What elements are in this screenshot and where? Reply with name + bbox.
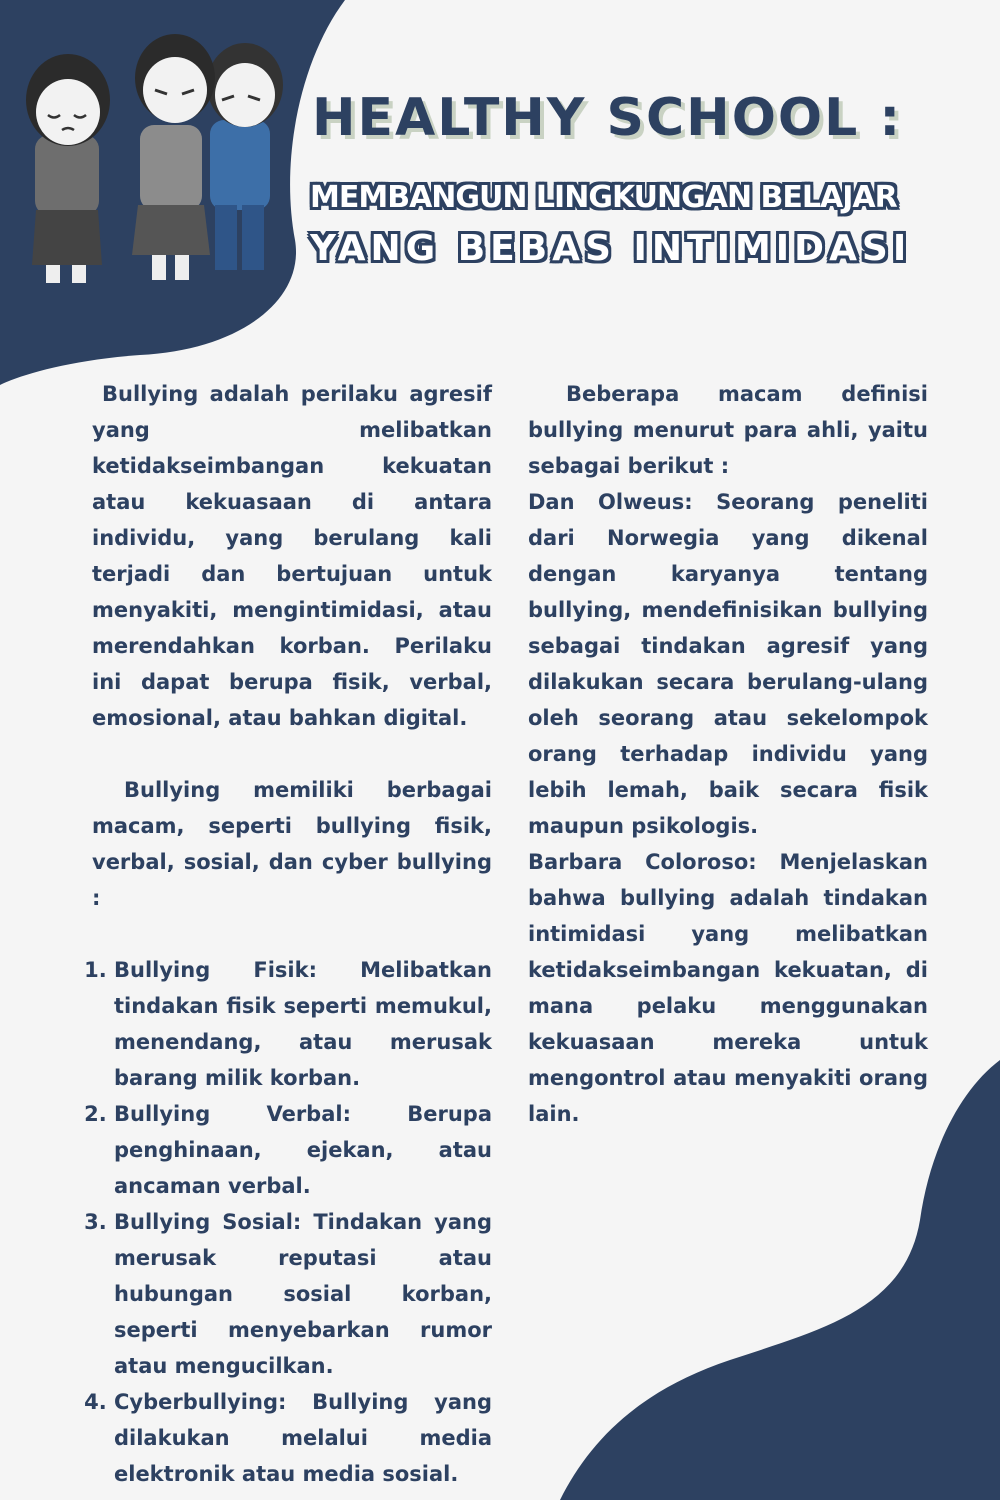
sad-figure: [26, 54, 110, 283]
list-item: 3. Bullying Sosial: Tindakan yang merusak reputasi atau hubungan sosial korban, seperti menyebarkan rumor atau mengucilkan.: [114, 1204, 492, 1384]
list-item: 2. Bullying Verbal: Berupa penghinaan, ejekan, atau ancaman verbal.: [114, 1096, 492, 1204]
spacer: [92, 916, 492, 952]
bullying-types-list: [92, 952, 492, 1492]
list-item: 4. Cyberbullying: Bullying yang dilakukan melalui media elektronik atau media sosial.: [114, 1384, 492, 1492]
definition-barbara-coloroso: Barbara Coloroso: Menjelaskan bahwa bullying adalah tindakan intimidasi yang melibatkan ketidakseimbangan kekuatan, di mana pelaku menggunakan kekuasaan mereka untuk mengontrol atau menyakiti orang lain.: [528, 850, 928, 1126]
spacer: [92, 736, 492, 772]
right-column: [528, 376, 928, 1132]
left-column: [92, 376, 492, 1492]
whispering-figure-gray: [132, 34, 215, 280]
whispering-figure-blue: [207, 43, 283, 270]
subtitle-line-1: MEMBANGUN LINGKUNGAN BELAJAR: [310, 180, 897, 215]
subtitle-line-2: YANG BEBAS INTIMIDASI: [310, 228, 912, 269]
list-item: 1. Bullying Fisik: Melibatkan tindakan fisik seperti memukul, menendang, atau merusak barang milik korban.: [114, 952, 492, 1096]
bullying-types-intro: Bullying memiliki berbagai macam, seperti bullying fisik, verbal, sosial, dan cyber bullying :: [92, 778, 492, 910]
definition-dan-olweus: Dan Olweus: Seorang peneliti dari Norwegia yang dikenal dengan karyanya tentang bullying, mendefinisikan bullying sebagai tindakan agresif yang dilakukan secara berulang-ulang oleh seorang atau sekelompok orang terhadap individu yang lebih lemah, baik secara fisik maupun psikologis.: [528, 490, 928, 838]
bullying-definition-paragraph: Bullying adalah perilaku agresif yang melibatkan ketidakseimbangan kekuatan atau kekuasaan di antara individu, yang berulang kali terjadi dan bertujuan untuk menyakiti, mengintimidasi, atau merendahkan korban. Perilaku ini dapat berupa fisik, verbal, emosional, atau bahkan digital.: [92, 382, 492, 730]
expert-definitions-intro: Beberapa macam definisi bullying menurut para ahli, yaitu sebagai berikut :: [528, 382, 928, 478]
bullying-illustration: [10, 20, 300, 295]
page-title: HEALTHY SCHOOL :: [312, 88, 903, 148]
